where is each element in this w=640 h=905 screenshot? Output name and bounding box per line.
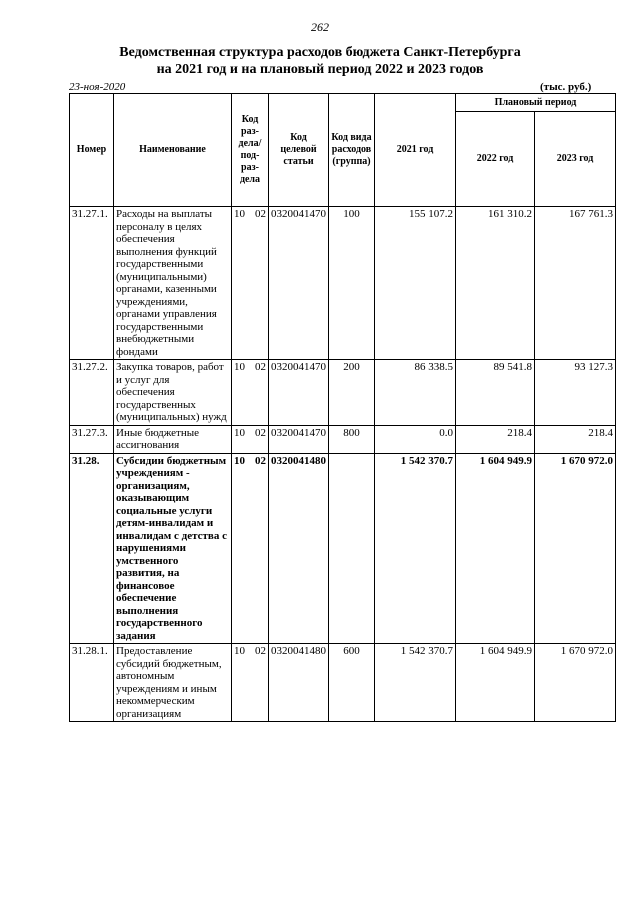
row-section: [232, 425, 269, 453]
subsection-code: 02: [255, 645, 266, 657]
subsection-code: 02: [255, 208, 266, 220]
row-section: [232, 360, 269, 426]
table-row: [70, 425, 616, 453]
row-name: Закупка товаров, работ и услуг для обеспечения государственных (муниципальных) нужд: [114, 360, 232, 426]
table-row: [70, 360, 616, 426]
section-code: 10: [234, 361, 245, 373]
row-target: 0320041480: [269, 644, 329, 722]
row-2023: 167 761.3: [535, 207, 616, 360]
row-2022: 218.4: [456, 425, 535, 453]
row-2021: 1 542 370.7: [375, 644, 456, 722]
row-target: 0320041470: [269, 425, 329, 453]
row-target: 0320041470: [269, 207, 329, 360]
budget-table: [69, 93, 616, 722]
row-2023: 1 670 972.0: [535, 453, 616, 644]
row-2021: 0.0: [375, 425, 456, 453]
row-number: 31.28.1.: [70, 644, 114, 722]
document-date: 23-ноя-2020: [69, 81, 126, 93]
row-section: [232, 453, 269, 644]
row-2022: 161 310.2: [456, 207, 535, 360]
row-kind: 200: [329, 360, 375, 426]
row-target: 0320041470: [269, 360, 329, 426]
section-code: 10: [234, 645, 245, 657]
row-kind: [329, 453, 375, 644]
table-row: [70, 644, 616, 722]
header-planned: Плановый период: [456, 94, 616, 112]
row-number: 31.27.2.: [70, 360, 114, 426]
section-code: 10: [234, 454, 245, 467]
header-target: Код целевой статьи: [269, 94, 329, 207]
row-number: 31.27.3.: [70, 425, 114, 453]
row-2022: 1 604 949.9: [456, 453, 535, 644]
row-name: Предоставление субсидий бюджетным, автономным учреждениям и иным некоммерческим организациям: [114, 644, 232, 722]
row-kind: 100: [329, 207, 375, 360]
page-number: 262: [311, 20, 329, 34]
row-section: [232, 644, 269, 722]
row-2021: 155 107.2: [375, 207, 456, 360]
row-name: Расходы на выплаты персоналу в целях обеспечения выполнения функций государственными (муниципальными) органами, казенными учреждениями, органами управления государственными внебюджетными фондами: [114, 207, 232, 360]
title-line-1: Ведомственная структура расходов бюджета Санкт-Петербурга: [119, 45, 521, 60]
header-2023: 2023 год: [535, 112, 616, 207]
row-number: 31.27.1.: [70, 207, 114, 360]
header-kind: Код вида расходов (группа): [329, 94, 375, 207]
row-2023: 218.4: [535, 425, 616, 453]
row-section: [232, 207, 269, 360]
header-2021: 2021 год: [375, 94, 456, 207]
section-code: 10: [234, 208, 245, 220]
row-2022: 1 604 949.9: [456, 644, 535, 722]
title-line-2: на 2021 год и на плановый период 2022 и 2023 годов: [156, 62, 484, 77]
row-2023: 93 127.3: [535, 360, 616, 426]
table-row: [70, 207, 616, 360]
subsection-code: 02: [255, 454, 266, 467]
row-kind: 600: [329, 644, 375, 722]
row-number: 31.28.: [70, 453, 114, 644]
table-row: [70, 453, 616, 644]
subsection-code: 02: [255, 426, 266, 439]
section-code: 10: [234, 426, 245, 439]
row-2021: 1 542 370.7: [375, 453, 456, 644]
row-kind: 800: [329, 425, 375, 453]
document-title: [0, 44, 640, 78]
header-section: Код раз- дела/ под- раз- дела: [232, 94, 269, 207]
row-name: Субсидии бюджетным учреждениям - организациям, оказывающим социальные услуги детям-инвалидам и инвалидам с детства с нарушениями умственного развития, на финансовое обеспечение выполнения государственного задания: [114, 453, 232, 644]
table-body: [70, 207, 616, 722]
subsection-code: 02: [255, 361, 266, 373]
row-2022: 89 541.8: [456, 360, 535, 426]
row-2023: 1 670 972.0: [535, 644, 616, 722]
header-number: Номер: [70, 94, 114, 207]
units-label: (тыс. руб.): [540, 81, 592, 93]
row-name: Иные бюджетные ассигнования: [114, 425, 232, 453]
row-target: 0320041480: [269, 453, 329, 644]
row-2021: 86 338.5: [375, 360, 456, 426]
header-2022: 2022 год: [456, 112, 535, 207]
header-name: Наименование: [114, 94, 232, 207]
